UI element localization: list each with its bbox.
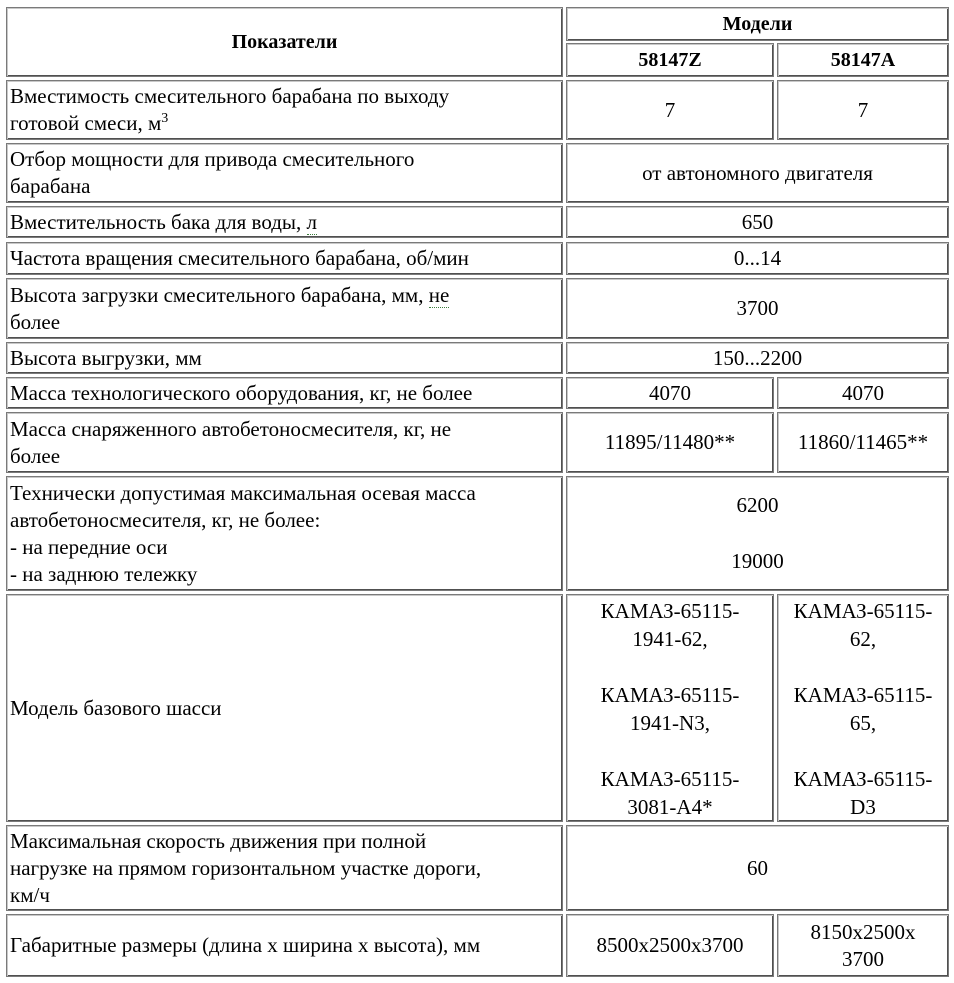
header-model-z-label: 58147Z xyxy=(638,48,702,71)
header-model-a-label: 58147A xyxy=(830,48,896,71)
row-water-tank-label xyxy=(10,209,317,236)
row-dimensions-z-value: 8500х2500х3700 xyxy=(596,933,744,957)
row-loading-height-tail2: более xyxy=(10,309,61,334)
row-unloading-height-param xyxy=(6,342,563,374)
row-equipment-mass-a-value: 4070 xyxy=(842,380,884,405)
row-drum-capacity-z-value: 7 xyxy=(664,97,676,122)
row-drum-capacity-a-value: 7 xyxy=(857,97,869,122)
row-unloading-height-value xyxy=(566,342,949,374)
row-max-speed-text: 60 xyxy=(747,855,768,880)
row-water-tank-text-value: 650 xyxy=(741,209,774,234)
row-max-speed-param xyxy=(6,825,563,911)
row-max-speed-label: Максимальная скорость движения при полной нагрузке на прямом горизонтальном участке дороги, км/ч xyxy=(10,828,482,907)
row-rotation-speed-text: 0...14 xyxy=(733,246,782,270)
row-curb-mass-a-value: 11860/11465** xyxy=(797,430,929,454)
row-axle-mass-label: Технически допустимая максимальная осевая масса автобетоносмесителя, кг, не более: - на передние оси - на заднюю тележку xyxy=(10,480,476,586)
row-drum-capacity-param xyxy=(6,80,563,140)
row-chassis-z-value: КАМАЗ-65115- 1941-62, КАМАЗ-65115- 1941-N3, КАМАЗ-65115- 3081-A4* xyxy=(600,599,740,819)
row-equipment-mass-param xyxy=(6,377,563,409)
row-unloading-height-text: 150...2200 xyxy=(712,345,803,370)
row-curb-mass-param xyxy=(6,412,563,473)
row-drum-capacity-sup: 3 xyxy=(161,111,169,126)
row-curb-mass-a xyxy=(777,412,949,473)
row-drum-capacity-z xyxy=(566,80,774,140)
row-curb-mass-label: Масса снаряженного автобетоносмесителя, кг, не более xyxy=(10,416,452,468)
header-indicators xyxy=(6,7,563,77)
row-dimensions-label: Габаритные размеры (длина х ширина х высота), мм xyxy=(10,933,481,957)
row-water-tank-text: Вместительность бака для воды, xyxy=(10,209,307,234)
header-models xyxy=(566,7,949,41)
header-models-label: Модели xyxy=(722,12,793,35)
row-loading-height-text: Высота загрузки смесительного барабана, мм, xyxy=(10,282,429,307)
row-chassis-a xyxy=(777,594,949,822)
row-power-takeoff-value xyxy=(566,143,949,203)
row-loading-height-param xyxy=(6,278,563,339)
row-dimensions-z xyxy=(566,914,774,977)
row-axle-mass-front: 6200 xyxy=(736,493,779,517)
row-dimensions-param xyxy=(6,914,563,977)
row-axle-mass-value xyxy=(566,476,949,591)
header-indicators-label: Показатели xyxy=(231,30,338,53)
row-loading-height-text-value: 3700 xyxy=(736,296,779,320)
row-unloading-height-label: Высота выгрузки, мм xyxy=(10,345,202,370)
header-model-z xyxy=(566,43,774,77)
row-curb-mass-z xyxy=(566,412,774,473)
row-equipment-mass-z xyxy=(566,377,774,409)
row-equipment-mass-a xyxy=(777,377,949,409)
row-chassis-a-value: КАМАЗ-65115- 62, КАМАЗ-65115- 65, КАМАЗ-65115- D3 xyxy=(793,599,933,819)
row-power-takeoff-text: от автономного двигателя xyxy=(642,160,873,185)
row-rotation-speed-value xyxy=(566,242,949,275)
header-model-a xyxy=(777,43,949,77)
row-chassis-z xyxy=(566,594,774,822)
row-rotation-speed-param xyxy=(6,242,563,275)
row-chassis-label: Модель базового шасси xyxy=(10,695,222,720)
row-drum-capacity-text: Вместимость смесительного барабана по выходу готовой смеси, м xyxy=(10,84,450,135)
row-drum-capacity-a xyxy=(777,80,949,140)
row-loading-height-value xyxy=(566,278,949,339)
row-chassis-param xyxy=(6,594,563,822)
row-power-takeoff-label: Отбор мощности для привода смесительного барабана xyxy=(10,147,415,198)
row-curb-mass-z-value: 11895/11480** xyxy=(604,430,736,454)
row-power-takeoff-param xyxy=(6,143,563,203)
row-drum-capacity-label xyxy=(10,83,449,137)
row-equipment-mass-label: Масса технологического оборудования, кг, не более xyxy=(10,380,473,405)
row-axle-mass-param xyxy=(6,476,563,591)
row-water-tank-value xyxy=(566,206,949,238)
row-water-tank-param xyxy=(6,206,563,238)
row-dimensions-a-value: 8150х2500х 3700 xyxy=(810,919,916,971)
row-axle-mass-rear: 19000 xyxy=(731,549,784,573)
row-dimensions-a xyxy=(777,914,949,977)
row-max-speed-value xyxy=(566,825,949,911)
row-water-tank-unit: л xyxy=(306,209,317,234)
row-loading-height-tail: не xyxy=(428,282,450,307)
row-loading-height-label xyxy=(10,282,449,336)
row-equipment-mass-z-value: 4070 xyxy=(649,380,691,405)
row-rotation-speed-label: Частота вращения смесительного барабана, об/мин xyxy=(10,246,469,270)
